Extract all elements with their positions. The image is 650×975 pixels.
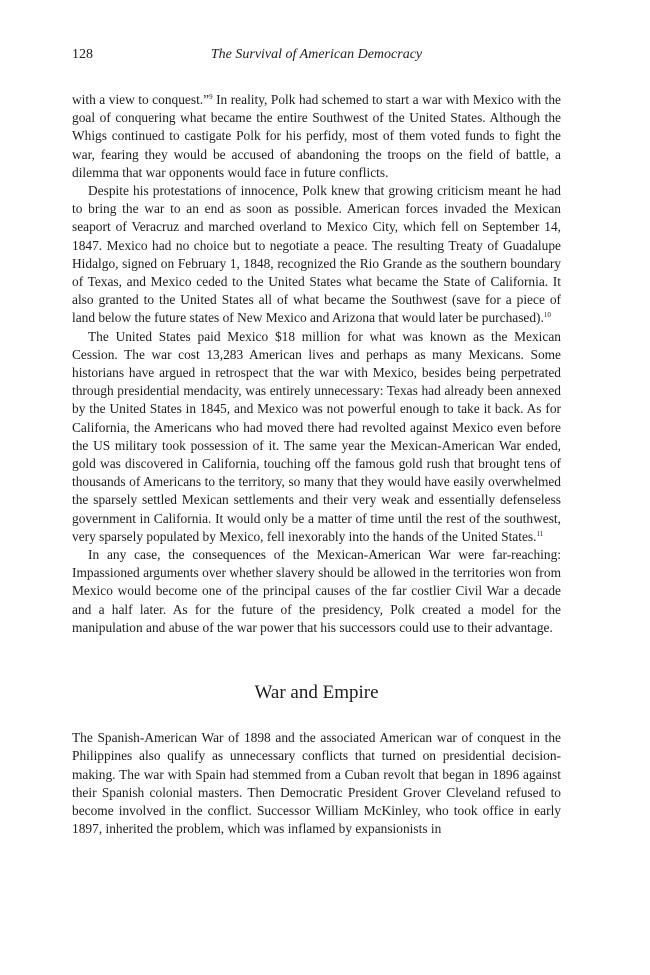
running-head: The Survival of American Democracy [210,47,423,62]
paragraph-text: In reality, Polk had schemed to start a war with Mexico with the goal of conquering what became the entire Southwest of the United States. Although the Whigs continued to castigate Polk for his perfidy, most of them voted funds to fight the war, fearing they would be accused of abandoning the troops on the field of battle, a dilemma that war opponents would face in future conflicts. [72,92,561,180]
page-number: 128 [72,47,93,62]
paragraph-1 [72,91,561,182]
section-paragraph: The Spanish-American War of 1898 and the associated American war of conquest in the Philippines also qualify as unnecessary conflicts that turned on presidential decision-making. The war with Spain had stemmed from a Cuban revolt that began in 1896 against their Spanish colonial masters. Then Democratic President Grover Cleveland refused to become involved in the conflict. Successor William McKinley, who took office in early 1897, inherited the problem, which was inflamed by expansionists in [72,730,561,837]
paragraph-text: Despite his protestations of innocence, Polk knew that growing criticism meant he had to bring the war to an end as soon as possible. American forces invaded the Mexican seaport of Veracruz and marched overland to Mexico City, which fell on September 14, 1847. Mexico had no choice but to negotiate a peace. The resulting Treaty of Guadalupe Hidalgo, signed on February 1, 1848, recognized the Rio Grande as the southern boundary of Texas, and Mexico ceded to the United States what became the State of California. It also granted to the United States all of what became the Southwest (save for a piece of land below the future states of New Mexico and Arizona that would later be purchased). [72,183,561,326]
body-text [72,91,561,838]
paragraph-text: with a view to conquest.” [72,92,210,107]
page-header [72,47,561,65]
section-heading: War and Empire [254,682,379,704]
footnote-ref: 11 [536,529,544,538]
paragraph-2 [72,182,561,328]
footnote-ref: 10 [543,311,551,320]
paragraph-3 [72,328,561,546]
paragraph-4 [72,546,561,637]
paragraph-text: In any case, the consequences of the Mexican-American War were far-reaching: Impassioned arguments over whether slavery should be allowed in the territories won from Mexico would become one of the principal causes of the far costlier Civil War a decade and a half later. As for the future of the presidency, Polk created a model for the manipulation and abuse of the war power that his successors could use to their advantage. [72,547,561,635]
footnote-ref: 9 [209,93,213,101]
paragraph-text: The United States paid Mexico $18 million for what was known as the Mexican Cession. The war cost 13,283 American lives and perhaps as many Mexicans. Some historians have argued in retrospect that the war with Mexico, besides being perpetrated through presidential mendacity, was entirely unnecessary: Texas had already been annexed by the United States in 1845, and Mexico was not powerful enough to take it back. As for California, the Americans who had moved there had revolted against Mexico even before the US military took possession of it. The same year the Mexican-American War ended, gold was discovered in California, touching off the famous gold rush that brought tens of thousands of Americans to the territory, so many that they would have easily overwhelmed the sparsely settled Mexican settlements and their very weak and essentially defenseless government in California. It would only be a matter of time until the rest of the southwest, very sparsely populated by Mexico, fell inexorably into the hands of the United States. [72,328,561,544]
